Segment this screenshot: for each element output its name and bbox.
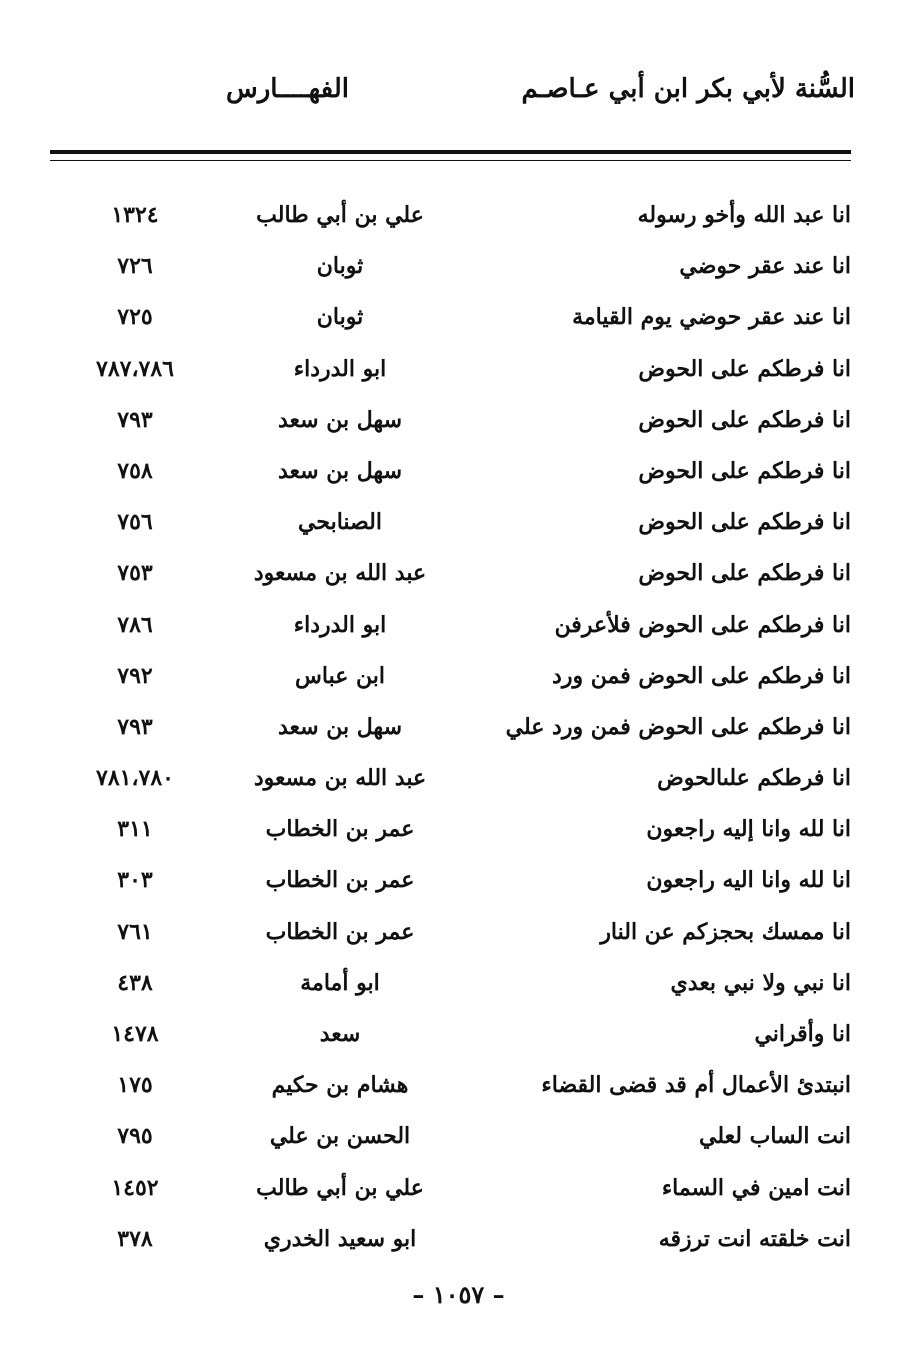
hadith-text: انا نبي ولا نبي بعدي: [670, 969, 851, 996]
table-row: [50, 241, 851, 292]
hadith-text: انا لله وانا اليه راجعون: [646, 867, 851, 894]
table-row: [50, 1060, 851, 1111]
hadith-text: انا عبد الله وأخو رسوله: [637, 202, 851, 228]
narrator-name: الحسن بن علي: [269, 1123, 411, 1150]
hadith-number: ٣١١: [117, 816, 153, 843]
table-row: [50, 1009, 851, 1060]
hadith-text: انا فرطكم على الحوض فلأعرفن: [554, 611, 851, 638]
table-row: [50, 497, 851, 548]
page-number: – ١٠٥٧ –: [412, 1280, 505, 1309]
narrator-name: ابو سعيد الخدري: [263, 1225, 417, 1252]
table-row: [50, 1111, 851, 1162]
hadith-number: ١٤٧٨: [111, 1021, 159, 1047]
section-title: الفهــــارس: [226, 74, 349, 104]
hadith-text: انا فرطكم على الحوض: [638, 457, 851, 484]
header-rule-thin: [50, 160, 851, 161]
table-row: [50, 190, 851, 241]
table-row: [50, 344, 851, 395]
table-row: [50, 1163, 851, 1214]
hadith-text: انا فرطكم على الحوض فمن ورد علي: [505, 713, 851, 740]
narrator-name: هشام بن حكيم: [271, 1072, 409, 1099]
hadith-text: انا فرطكم على الحوض: [638, 509, 851, 536]
narrator-name: ابو أمامة: [300, 969, 380, 996]
narrator-name: علي بن أبي طالب: [256, 1174, 424, 1201]
table-row: [50, 600, 851, 651]
hadith-number: ١٣٢٤: [111, 202, 159, 228]
hadith-number: ٧٢٦: [117, 253, 153, 280]
table-row: [50, 292, 851, 343]
hadith-text: انت خلقته انت ترزقه: [658, 1225, 851, 1252]
hadith-text: انا وأقراني: [754, 1021, 851, 1047]
index-table: [50, 190, 851, 1265]
hadith-number: ٧٢٥: [117, 304, 153, 331]
hadith-number: ٧٩٥: [117, 1123, 153, 1150]
hadith-number: ٣٧٨: [117, 1225, 153, 1252]
table-row: [50, 548, 851, 599]
hadith-number: ١٧٥: [117, 1072, 153, 1099]
table-row: [50, 395, 851, 446]
narrator-name: سهل بن سعد: [277, 457, 403, 484]
hadith-number: ٣٠٣: [117, 867, 153, 894]
hadith-text: انت امين في السماء: [661, 1174, 851, 1201]
table-row: [50, 651, 851, 702]
narrator-name: علي بن أبي طالب: [256, 202, 424, 228]
narrator-name: عبد الله بن مسعود: [253, 560, 427, 587]
book-title: السُّنة لأبي بكر ابن أبي عـاصـم: [521, 74, 855, 104]
narrator-name: ابو الدرداء: [293, 611, 387, 638]
narrator-name: ثوبان: [316, 304, 364, 331]
hadith-text: انا لله وانا إليه راجعون: [646, 816, 851, 843]
hadith-text: انبتدئ الأعمال أم قد قضى القضاء: [541, 1072, 851, 1099]
hadith-number: ٧٨١،٧٨٠: [96, 765, 174, 792]
table-row: [50, 446, 851, 497]
narrator-name: ثوبان: [316, 253, 364, 280]
hadith-text: انت الساب لعلي: [699, 1123, 851, 1150]
hadith-number: ٧٨٧،٧٨٦: [96, 355, 174, 382]
hadith-text: انا ممسك بحجزكم عن النار: [600, 918, 851, 945]
table-row: [50, 958, 851, 1009]
hadith-text: انا فرطكم على الحوض: [638, 406, 851, 433]
hadith-number: ٧٩٣: [117, 406, 153, 433]
table-row: [50, 1214, 851, 1265]
hadith-number: ٧٦١: [117, 918, 153, 945]
narrator-name: عمر بن الخطاب: [265, 816, 415, 843]
narrator-name: سعد: [319, 1021, 361, 1047]
table-row: [50, 907, 851, 958]
hadith-text: انا عند عقر حوضي يوم القيامة: [572, 304, 851, 331]
narrator-name: سهل بن سعد: [277, 713, 403, 740]
narrator-name: سهل بن سعد: [277, 406, 403, 433]
hadith-text: انا فرطكم على الحوض: [638, 355, 851, 382]
narrator-name: ابو الدرداء: [293, 355, 387, 382]
hadith-number: ٤٣٨: [117, 969, 153, 996]
hadith-number: ٧٨٦: [117, 611, 153, 638]
table-row: [50, 855, 851, 906]
hadith-text: انا فرطكم على الحوض فمن ورد: [552, 662, 851, 689]
narrator-name: الصنابحي: [298, 509, 382, 536]
hadith-number: ٧٩٢: [117, 662, 153, 689]
hadith-text: انا عند عقر حوضي: [679, 253, 851, 280]
header-rule-thick: [50, 150, 851, 154]
hadith-number: ٧٥٦: [117, 509, 153, 536]
narrator-name: عمر بن الخطاب: [265, 918, 415, 945]
table-row: [50, 804, 851, 855]
table-row: [50, 753, 851, 804]
hadith-number: ٧٩٣: [117, 713, 153, 740]
hadith-number: ٧٥٨: [117, 457, 153, 484]
narrator-name: عبد الله بن مسعود: [253, 765, 427, 792]
hadith-number: ٧٥٣: [117, 560, 153, 587]
narrator-name: عمر بن الخطاب: [265, 867, 415, 894]
narrator-name: ابن عباس: [295, 662, 385, 689]
hadith-number: ١٤٥٢: [111, 1174, 159, 1201]
hadith-text: انا فرطكم علىالحوض: [657, 765, 851, 792]
hadith-text: انا فرطكم على الحوض: [638, 560, 851, 587]
table-row: [50, 702, 851, 753]
